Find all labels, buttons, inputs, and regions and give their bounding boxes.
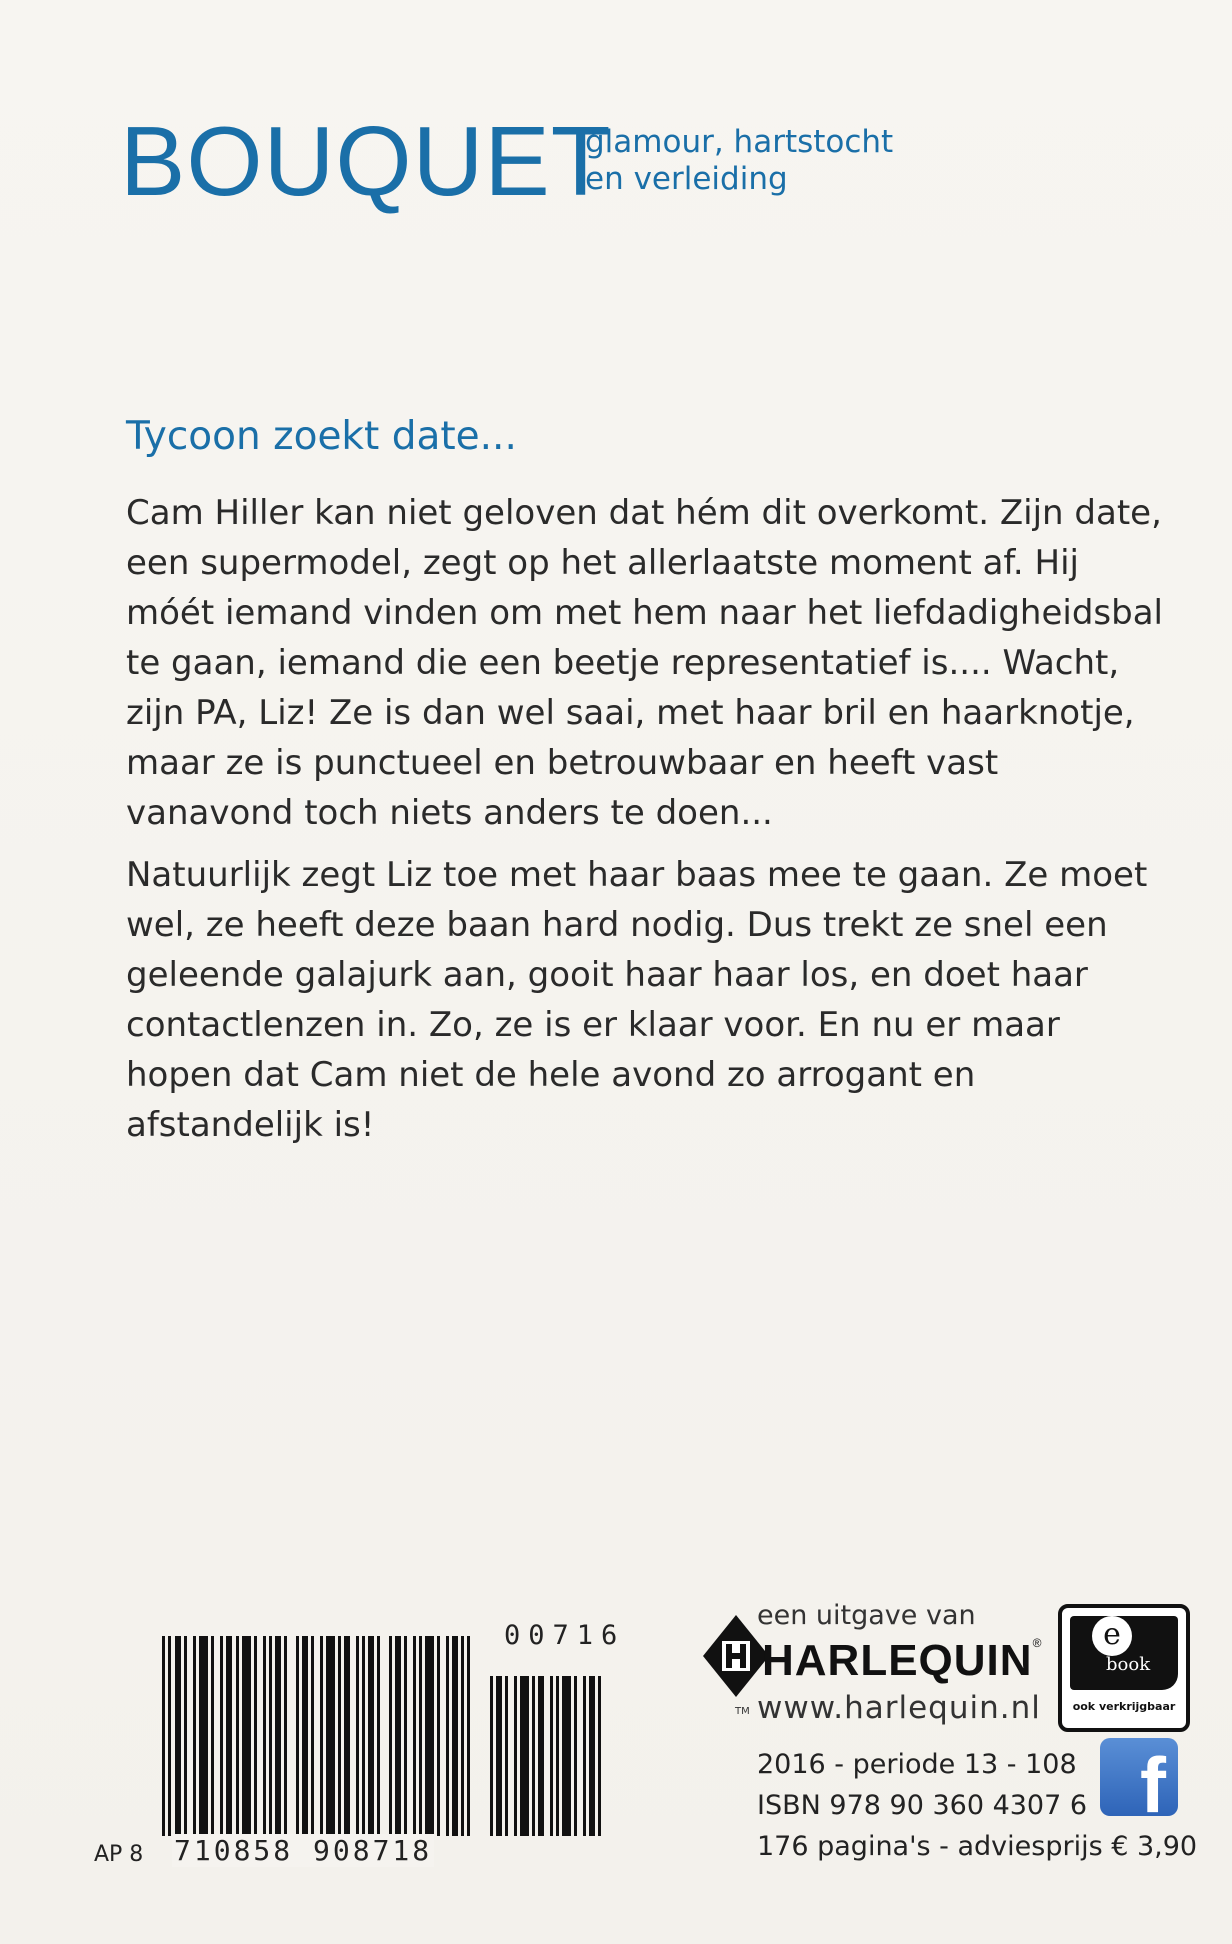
barcode bbox=[94, 1620, 654, 1865]
barcode-addon-digits: 00716 bbox=[504, 1620, 626, 1651]
blurb-paragraph-2: Natuurlijk zegt Liz toe met haar baas mee te gaan. Ze moet wel, ze heeft deze baan hard nodig. Dus trekt ze snel een geleende galajurk aan, gooit haar haar los, en doet haar contactlenzen in. Zo, ze is er klaar voor. En nu er maar hopen dat Cam niet de hele avond zo arrogant en afstandelijk is! bbox=[126, 855, 1148, 1145]
tagline-line-1: glamour, hartstocht bbox=[585, 124, 894, 160]
ebook-availability: ook verkrijgbaar bbox=[1072, 1700, 1176, 1713]
blurb-text bbox=[126, 488, 1166, 1162]
bouquet-logo: BOUQUET bbox=[120, 106, 612, 216]
pages-and-price: 176 pagina's - adviesprijs € 3,90 bbox=[757, 1831, 1198, 1862]
barcode-addon-bars bbox=[490, 1676, 601, 1836]
blurb-heading: Tycoon zoekt date... bbox=[126, 414, 517, 459]
ebook-badge bbox=[1058, 1604, 1190, 1732]
blurb-paragraph-1: Cam Hiller kan niet geloven dat hém dit overkomt. Zijn date, een supermodel, zegt op het allerlaatste moment af. Hij móét iemand vinden om met hem naar het liefdadigheidsbal te gaan, iemand die een beetje representatief is.... Wacht, zijn PA, Liz! Ze is dan wel saai, met haar bril en haarknotje, maar ze is punctueel en betrouwbaar en heeft vast vanavond toch niets anders te doen... bbox=[126, 493, 1163, 833]
brand-tagline bbox=[585, 124, 893, 198]
ean-digits: 710858 908718 bbox=[174, 1834, 433, 1867]
publisher-intro: een uitgave van bbox=[757, 1600, 976, 1631]
facebook-icon[interactable]: f bbox=[1100, 1738, 1178, 1816]
isbn: ISBN 978 90 360 4307 6 bbox=[757, 1790, 1088, 1821]
ebook-icon: e book bbox=[1070, 1616, 1178, 1690]
harlequin-name: HARLEQUIN bbox=[762, 1636, 1033, 1685]
publisher-url[interactable]: www.harlequin.nl bbox=[757, 1690, 1041, 1726]
trademark-mark: TM bbox=[735, 1706, 750, 1717]
harlequin-logo bbox=[762, 1636, 1042, 1686]
tagline-line-2: en verleiding bbox=[585, 161, 788, 197]
publication-period: 2016 - periode 13 - 108 bbox=[757, 1749, 1077, 1780]
registered-mark: ® bbox=[1032, 1636, 1043, 1650]
ean-prefix: AP 8 bbox=[94, 1842, 144, 1867]
barcode-bars bbox=[162, 1636, 470, 1836]
